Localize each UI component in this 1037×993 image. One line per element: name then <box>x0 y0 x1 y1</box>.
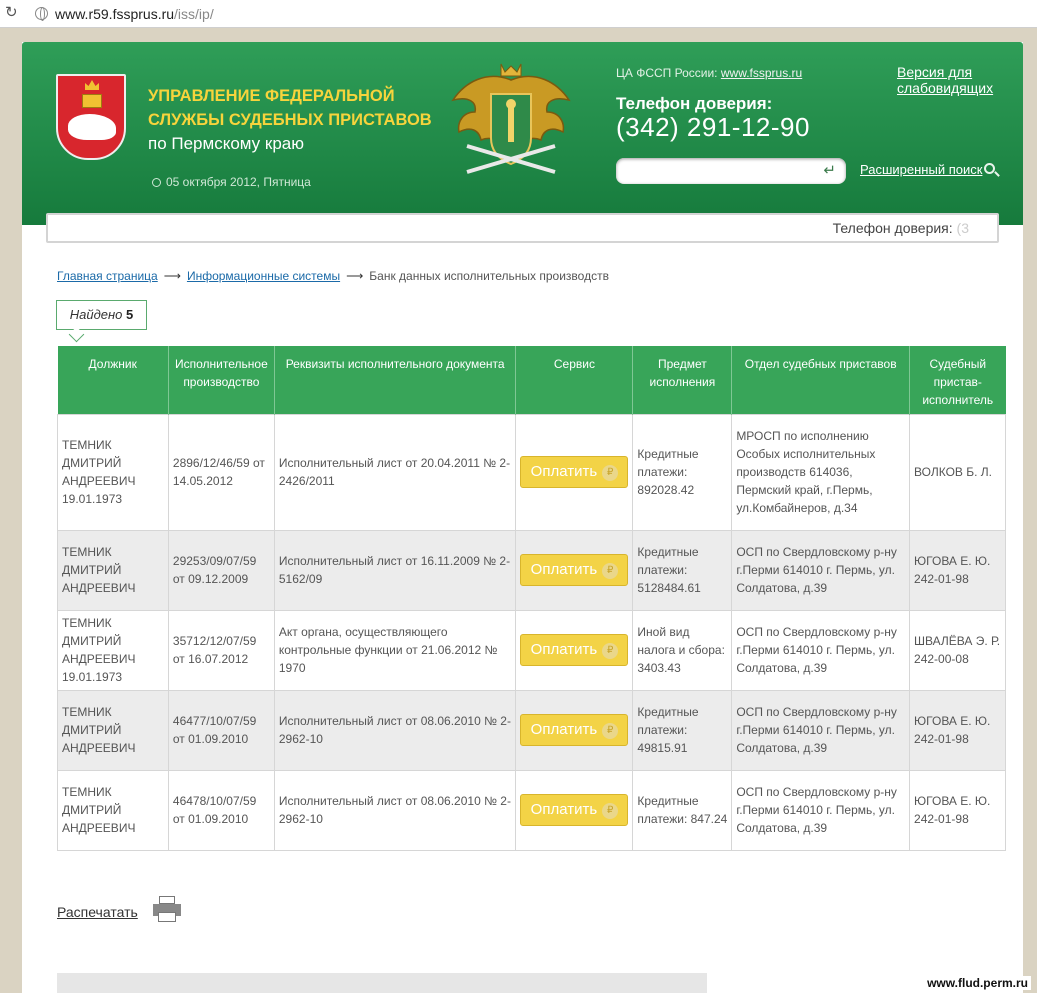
cell-debtor: ТЕМНИК ДМИТРИЙ АНДРЕЕВИЧ 19.01.1973 <box>58 610 169 690</box>
search-icon[interactable] <box>984 163 995 174</box>
col-document: Реквизиты исполнительного документа <box>274 346 516 414</box>
hotline-phone: (342) 291-12-90 <box>616 112 810 142</box>
found-label: Найдено <box>69 307 123 322</box>
table-row <box>58 690 1006 770</box>
table-row <box>58 610 1006 690</box>
pay-label: Оплатить <box>530 641 598 658</box>
org-title-line1: УПРАВЛЕНИЕ ФЕДЕРАЛЬНОЙ <box>148 87 395 105</box>
col-service: Сервис <box>516 346 633 414</box>
pay-button[interactable] <box>520 456 628 488</box>
news-ticker <box>46 213 999 243</box>
ticker-text-fade: (3 <box>956 220 969 236</box>
cell-department: ОСП по Свердловскому р-ну г.Перми 614010 г. Пермь, ул. Солдатова, д.39 <box>732 690 910 770</box>
browser-address-bar[interactable] <box>0 0 1037 28</box>
url-path: /iss/ip/ <box>174 6 214 22</box>
ticker-text: Телефон доверия: <box>832 220 953 236</box>
date-text: 05 октября 2012, Пятница <box>166 175 311 189</box>
breadcrumb-home[interactable]: Главная страница <box>57 269 158 283</box>
cell-service <box>516 530 633 610</box>
ruble-icon: ₽ <box>602 723 618 739</box>
cell-document: Исполнительный лист от 08.06.2010 № 2-2962-10 <box>274 770 516 850</box>
pay-label: Оплатить <box>530 721 598 738</box>
cell-service <box>516 414 633 530</box>
cell-subject: Кредитные платежи: 5128484.61 <box>633 530 732 610</box>
pay-label: Оплатить <box>530 463 598 480</box>
cell-bailiff: ЮГОВА Е. Ю. 242-01-98 <box>910 770 1006 850</box>
cell-proceeding: 29253/09/07/59 от 09.12.2009 <box>168 530 274 610</box>
ruble-icon: ₽ <box>602 563 618 579</box>
breadcrumb-systems[interactable]: Информационные системы <box>186 269 341 283</box>
cell-bailiff: ЮГОВА Е. Ю. 242-01-98 <box>910 690 1006 770</box>
cell-document: Акт органа, осуществляющего контрольные функции от 21.06.2012 № 1970 <box>274 610 516 690</box>
org-title-line3: по Пермскому краю <box>148 134 304 153</box>
cell-service <box>516 610 633 690</box>
cell-debtor: ТЕМНИК ДМИТРИЙ АНДРЕЕВИЧ <box>58 770 169 850</box>
table-row <box>58 530 1006 610</box>
cell-proceeding: 46478/10/07/59 от 01.09.2010 <box>168 770 274 850</box>
cell-subject: Иной вид налога и сбора: 3403.43 <box>633 610 732 690</box>
pay-label: Оплатить <box>530 561 598 578</box>
table-header-row <box>58 346 1006 414</box>
cell-document: Исполнительный лист от 20.04.2011 № 2-2426/2011 <box>274 414 516 530</box>
ca-fssp-link[interactable]: www.fssprus.ru <box>720 66 803 80</box>
cell-bailiff: ШВАЛЁВА Э. Р. 242-00-08 <box>910 610 1006 690</box>
cell-bailiff: ВОЛКОВ Б. Л. <box>910 414 1006 530</box>
cell-debtor: ТЕМНИК ДМИТРИЙ АНДРЕЕВИЧ <box>58 690 169 770</box>
print-link[interactable]: Распечатать <box>57 904 138 920</box>
pay-button[interactable] <box>520 554 628 586</box>
cell-department: МРОСП по исполнению Особых исполнительных производств 614036, Пермский край, г.Пермь, ул.Комбайнеров, д.34 <box>732 414 910 530</box>
current-date <box>152 175 311 189</box>
cell-subject: Кредитные платежи: 847.24 <box>633 770 732 850</box>
watermark: www.flud.perm.ru <box>924 976 1031 990</box>
pay-button[interactable] <box>520 634 628 666</box>
ca-fssp-info <box>616 66 802 80</box>
url-text[interactable] <box>55 6 214 22</box>
cell-department: ОСП по Свердловскому р-ну г.Перми 614010 г. Пермь, ул. Солдатова, д.39 <box>732 530 910 610</box>
page <box>22 42 1023 993</box>
breadcrumb <box>57 269 609 283</box>
fssp-emblem-icon <box>447 60 575 184</box>
search-input[interactable] <box>616 158 846 184</box>
cell-proceeding: 46477/10/07/59 от 01.09.2010 <box>168 690 274 770</box>
cell-department: ОСП по Свердловскому р-ну г.Перми 614010 г. Пермь, ул. Солдатова, д.39 <box>732 770 910 850</box>
cell-debtor: ТЕМНИК ДМИТРИЙ АНДРЕЕВИЧ 19.01.1973 <box>58 414 169 530</box>
globe-icon <box>35 7 48 20</box>
site-header <box>22 42 1023 225</box>
results-count-badge <box>56 300 147 330</box>
cell-service <box>516 770 633 850</box>
cell-document: Исполнительный лист от 16.11.2009 № 2-5162/09 <box>274 530 516 610</box>
cell-department: ОСП по Свердловскому р-ну г.Перми 614010 г. Пермь, ул. Солдатова, д.39 <box>732 610 910 690</box>
footer-bar <box>57 973 707 993</box>
ruble-icon: ₽ <box>602 465 618 481</box>
table-row <box>58 770 1006 850</box>
org-title-line2: СЛУЖБЫ СУДЕБНЫХ ПРИСТАВОВ <box>148 111 432 129</box>
url-domain: www.r59.fssprus.ru <box>55 6 175 22</box>
pay-label: Оплатить <box>530 801 598 818</box>
arrow-right-icon: ⟶ <box>163 269 181 283</box>
cell-subject: Кредитные платежи: 49815.91 <box>633 690 732 770</box>
ruble-icon: ₽ <box>602 643 618 659</box>
pay-button[interactable] <box>520 714 628 746</box>
cell-proceeding: 2896/12/46/59 от 14.05.2012 <box>168 414 274 530</box>
advanced-search-link[interactable]: Расширенный поиск <box>860 162 983 177</box>
col-subject: Предмет исполнения <box>633 346 732 414</box>
enter-icon[interactable]: ↵ <box>823 162 836 179</box>
printer-icon[interactable] <box>153 896 181 922</box>
col-bailiff: Судебный пристав-исполнитель <box>910 346 1006 414</box>
found-count: 5 <box>126 307 134 322</box>
hotline-label: Телефон доверия: <box>616 94 773 113</box>
col-debtor: Должник <box>58 346 169 414</box>
ruble-icon: ₽ <box>602 803 618 819</box>
ca-label: ЦА ФССП России: <box>616 66 718 80</box>
breadcrumb-current: Банк данных исполнительных производств <box>369 269 609 283</box>
cell-debtor: ТЕМНИК ДМИТРИЙ АНДРЕЕВИЧ <box>58 530 169 610</box>
arrow-right-icon: ⟶ <box>346 269 364 283</box>
cell-service <box>516 690 633 770</box>
col-department: Отдел судебных приставов <box>732 346 910 414</box>
col-proceeding: Исполнительное производство <box>168 346 274 414</box>
clock-icon <box>152 178 161 187</box>
cell-bailiff: ЮГОВА Е. Ю. 242-01-98 <box>910 530 1006 610</box>
cell-subject: Кредитные платежи: 892028.42 <box>633 414 732 530</box>
cell-document: Исполнительный лист от 08.06.2010 № 2-2962-10 <box>274 690 516 770</box>
perm-coat-of-arms-icon <box>56 74 126 160</box>
accessible-version-link[interactable]: Версия для слабовидящих <box>897 64 994 96</box>
table-row <box>58 414 1006 530</box>
org-title[interactable] <box>148 84 432 156</box>
cell-proceeding: 35712/12/07/59 от 16.07.2012 <box>168 610 274 690</box>
pay-button[interactable] <box>520 794 628 826</box>
reload-icon[interactable]: ↻ <box>5 4 18 21</box>
results-table <box>57 346 1006 851</box>
